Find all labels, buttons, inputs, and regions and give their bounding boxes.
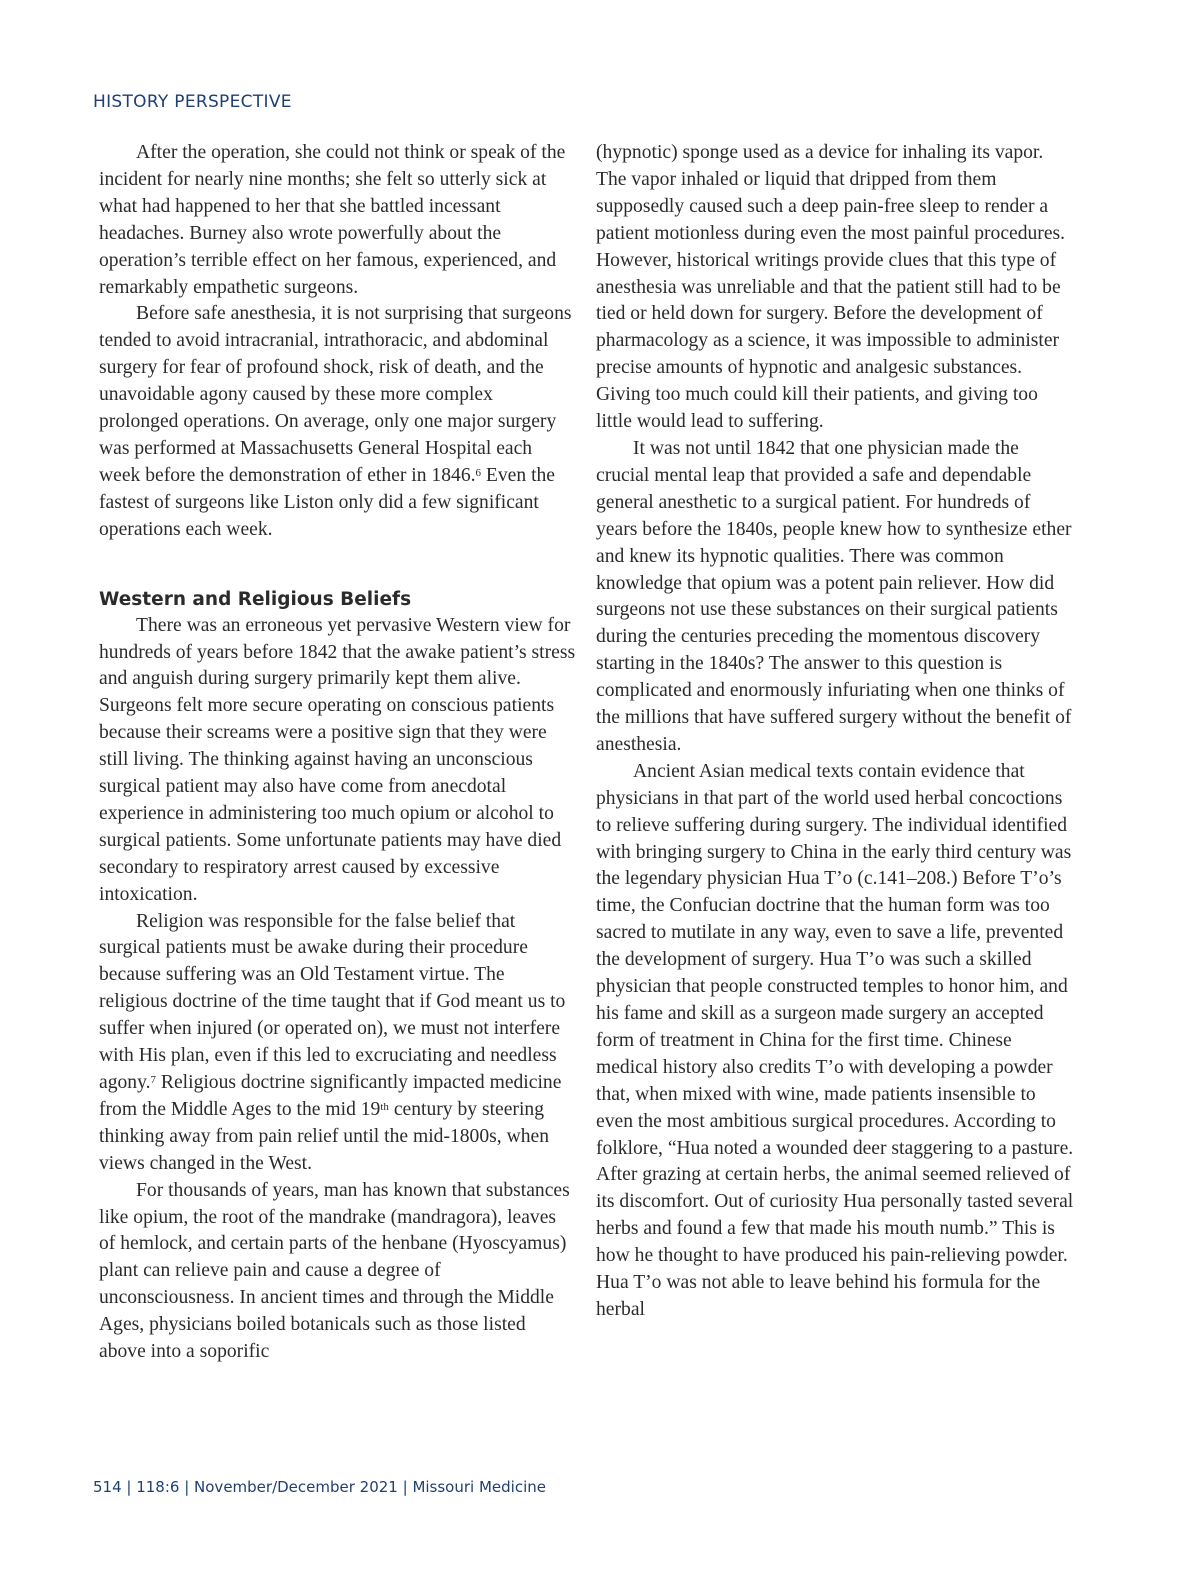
paragraph: After the operation, she could not think or speak of the incident for nearly nine months; she felt so utterly sick at what had happened to her that she battled incessant headaches. Burney also wrote powerfully about the operation’s terrible effect on her famous, experienced, and remarkably empathetic surgeons. [99, 142, 566, 298]
paragraph-text: Before safe anesthesia, it is not surprising that surgeons tended to avoid intracranial, intrathoracic, and abdominal surgery for fear of profound shock, risk of death, and the unavoidable agony caused by these more complex prolonged operations. On average, only one major surgery was performed at Massachusetts General Hospital each week before the demonstration of ether in 1846. [99, 303, 572, 486]
section-header: HISTORY PERSPECTIVE [93, 92, 292, 112]
paragraph: It was not until 1842 that one physician made the crucial mental leap that provided a safe and dependable general anesthetic to a surgical patient. For hundreds of years before the 1840s, people knew how to synthesize ether and knew its hypnotic qualities. There was common knowledge that opium was a potent pain reliever. How did surgeons not use these substances on their surgical patients during the centuries preceding the momentous discovery starting in the 1840s? The answer to this question is complicated and enormously infuriating when one thinks of the millions that have suffered surgery without the benefit of anesthesia. [596, 437, 1072, 755]
reference-superscript: 7 [150, 1074, 157, 1086]
paragraph-text: Religious doctrine significantly impacted medicine from the Middle Ages to the mid 19 [99, 1072, 562, 1120]
right-column [596, 140, 1074, 1324]
paragraph-text: century by steering thinking away from pain relief until the mid-1800s, when views changed in the West. [99, 1098, 550, 1174]
left-column [99, 140, 577, 1366]
paragraph [99, 301, 577, 543]
paragraph-text: Religion was responsible for the false belief that surgical patients must be awake during their procedure because suffering was an Old Testament virtue. The religious doctrine of the time taught that if God meant us to suffer when injured (or operated on), we must not interfere with His plan, even if this led to excruciating and needless agony. [99, 910, 566, 1093]
paragraph: Ancient Asian medical texts contain evidence that physicians in that part of the world used herbal concoctions to relieve suffering during surgery. The individual identified with bringing surgery to China in the early third century was the legendary physician Hua T’o (c.141–208.) Before T’o’s time, the Confucian doctrine that the human form was too sacred to mutilate in any way, even to save a life, prevented the development of surgery. Hua T’o was such a skilled physician that people constructed temples to honor him, and his fame and skill as a surgeon made surgery an accepted form of treatment in China for the first time. Chinese medical history also credits T’o with developing a powder that, when mixed with wine, made patients insensible to even the most ambitious surgical procedures. According to folklore, “Hua noted a wounded deer staggering to a pasture. After grazing at certain herbs, the animal seemed relieved of its discomfort. Out of curiosity Hua personally tasted several herbs and found a few that made his mouth numb.” This is how he thought to have produced his pain-relieving powder. Hua T’o was not able to leave behind his formula for the herbal [596, 760, 1074, 1320]
ordinal-superscript: th [380, 1100, 389, 1113]
page-footer: 514 | 118:6 | November/December 2021 | Missouri Medicine [93, 1478, 546, 1496]
reference-superscript: 6 [475, 466, 482, 479]
paragraph [99, 909, 577, 1178]
section-heading: Western and Religious Beliefs [99, 588, 412, 610]
paragraph: For thousands of years, man has known that substances like opium, the root of the mandrake (mandragora), leaves of hemlock, and certain parts of the henbane (Hyoscyamus) plant can relieve pain and cause a degree of unconsciousness. In ancient times and through the Middle Ages, physicians boiled botanicals such as those listed above into a soporific [99, 1179, 570, 1363]
paragraph: There was an erroneous yet pervasive Western view for hundreds of years before 1842 that the awake patient’s stress and anguish during surgery primarily kept them alive. Surgeons felt more secure operating on conscious patients because their screams were a positive sign that they were still living. The thinking against having an unconscious surgical patient may also have come from anecdotal experience in administering too much opium or alcohol to surgical patients. Some unfortunate patients may have died secondary to respiratory arrest caused by excessive intoxication. [99, 614, 576, 905]
paragraph: (hypnotic) sponge used as a device for inhaling its vapor. The vapor inhaled or liquid that dripped from them supposedly caused such a deep pain-free sleep to render a patient motionless during even the most painful procedures. However, historical writings provide clues that this type of anesthesia was unreliable and that the patient still had to be tied or held down for surgery. Before the development of pharmacology as a science, it was impossible to administer precise amounts of hypnotic and analgesic substances. Giving too much could kill their patients, and giving too little would lead to suffering. [596, 142, 1066, 433]
paragraph-text: Even the fastest of surgeons like Liston only did a few significant operations each week. [99, 464, 556, 540]
